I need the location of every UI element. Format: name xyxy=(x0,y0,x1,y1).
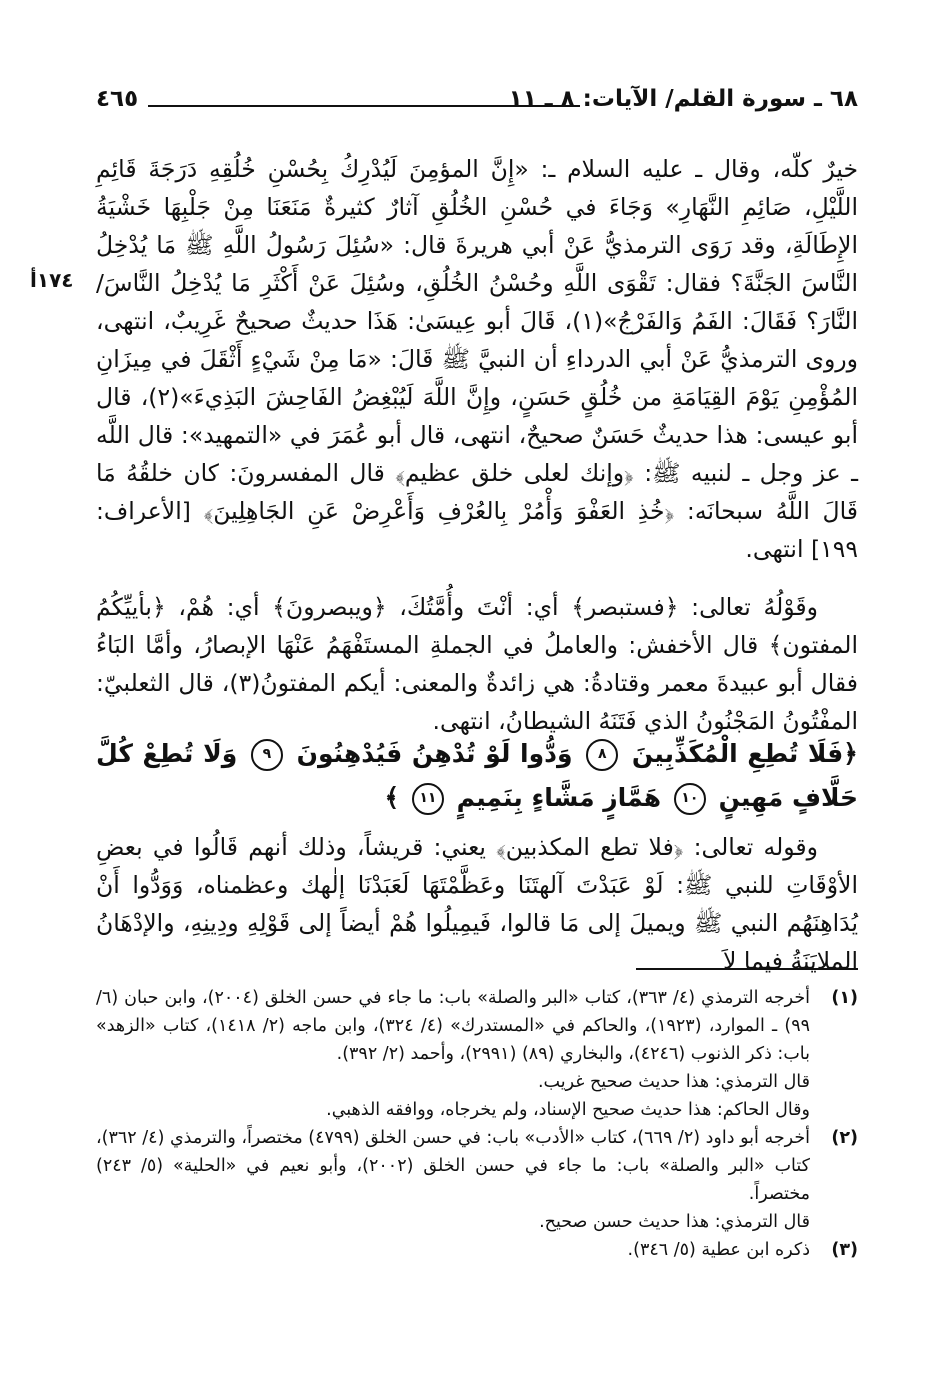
footnotes xyxy=(96,984,858,1264)
footnote-text: أخرجه الترمذي (٤/ ٣٦٣)، كتاب «البر والصلة» باب: ما جاء في حسن الخلق (٢٠٠٤)، وابن حبان (٦/ ٩٩) ـ الموارد، (١٩٢٣)، والحاكم في «المستدرك» (٤/ ٣٢٤)، وابن ماجه (٢/ ١٤١٨)، كتاب «الزهد» باب: ذكر الذنوب (٤٢٤٦)، والبخاري (٨٩) (٢٩٩١)، وأحمد (٢/ ٣٩٢). xyxy=(96,988,811,1064)
footnote-number: (٣) xyxy=(831,1240,858,1260)
manuscript-folio-note: ١٧٤أ xyxy=(30,268,74,292)
quran-segment: ﴿فَلَا تُطِعِ الْمُكَذِّبِينَ xyxy=(631,739,858,768)
ayah-number-9: ٩ xyxy=(251,739,283,771)
header-title: ٦٨ ـ سورة القلم/ الآيات: ٨ ـ ١١ xyxy=(508,86,858,112)
paragraph-2: وقَوْلُهُ تعالى: ﴿فستبصر﴾ أي: أنْتَ وأُمَّتُكَ، ﴿ويبصرونَ﴾ أي: هُمْ، ﴿بأييِّكُمُ المفتون﴾ قال الأخفش: والعاملُ في الجملةِ المستَفْهَمُ عَنْهَا الإبصارُ، وأمَّا البَاءُ فقال أبو عبيدةَ معمر وقتادةُ: هي زائدةٌ والمعنى: أيكم المفتونُ(٣)، قال الثعلبيّ: المفْتُونُ المَجْنُونُ الذي فَتَنَهُ الشيطانُ، انتهى. xyxy=(96,593,859,735)
quran-segment: ﴾ xyxy=(384,783,400,812)
footnote-1 xyxy=(96,984,858,1068)
footnote-text: أخرجه أبو داود (٢/ ٦٦٩)، كتاب «الأدب» باب: في حسن الخلق (٤٧٩٩) مختصراً، والترمذي (٤/ ٣٦٢)، كتاب «البر والصلة» باب: ما جاء في حسن الخلق (٢٠٠٢)، وأبو نعيم في «الحلية» (٥/ ٢٤٣) مختصراً. xyxy=(96,1128,810,1204)
ayah-number-8: ٨ xyxy=(586,739,618,771)
footnote-2 xyxy=(96,1124,858,1208)
footnote-note: قال الترمذي: هذا حديث صحيح غريب. xyxy=(537,1072,810,1092)
main-text xyxy=(96,150,858,740)
footnote-3 xyxy=(96,1236,858,1264)
paragraph-3: وقوله تعالى: ﴿فلا تطع المكذبين﴾ يعني: قريشاً، وذلك أنهم قَالُوا في بعضِ الأوْقَاتِ للنبي ﷺ: لَوْ عَبَدْتَ آلهتَنَا وعَظَّمْتَهَا لَعَبَدْنَا إلٰهك وعظمناه، وَوَدُّوا أَنْ يُدَاهِنَهُم النبي ﷺ ويميلَ إلى مَا قالوا، فَيمِيلُوا هُمْ أيضاً إلى قَوْلِهِ ودِينِهِ، والإدْهَانُ الملايَنَةُ فيما لاَ xyxy=(96,833,858,975)
quran-verses xyxy=(96,732,858,820)
ayah-number-10: ١٠ xyxy=(674,783,706,815)
page-number: ٤٦٥ xyxy=(96,86,139,112)
paragraph-1: خيرٌ كلّه، وقال ـ عليه السلام ـ: «إِنَّ المؤمِنَ لَيُدْرِكُ بِحُسْنِ خُلُقِهِ دَرَجَةَ قَائِمِ اللَّيْلِ، صَائِمِ النَّهَارِ» وَجَاءَ في حُسْنِ الخُلُقِ آثارٌ كثيرةٌ مَنَعَنَا مِنْ جَلْبِهَا خَشْيَةُ الإِطَالَةِ، وقد رَوَى الترمذيُّ عَنْ أبي هريرةَ قال: «سُئِلَ رَسُولُ اللَّهِ ﷺ مَا يُدْخِلُ النَّاسَ الجَنَّةَ؟ فقال: تَقْوَى اللَّهِ وحُسْنُ الخُلُقِ، وسُئِلَ عَنْ أَكْثَرِ مَا يُدْخِلُ النَّاسَ/ النَّارَ؟ فَقَالَ: الفَمُ وَالفَرْجُ»(١)، قَالَ أبو عِيسَىٰ: هَذَا حديثٌ صحيحٌ غَرِيبٌ، انتهى، وروى الترمذيُّ عَنْ أبي الدرداءِ أن النبيَّ ﷺ قَالَ: «مَا مِنْ شَيْءٍ أَثْقَلَ في مِيزَانِ المُؤْمِنِ يَوْمَ القِيَامَةِ من خُلُقٍ حَسَنٍ، وإِنَّ اللَّهَ لَيُبْغِضُ الفَاحِشَ البَذِيءَ»(٢)، قال أبو عيسى: هذا حديثٌ حَسَنٌ صحيحٌ، انتهى، قال أبو عُمَرَ في «التمهيد»: قال اللَّه ـ عز وجل ـ لنبيه ﷺ: ﴿وإنك لعلى خلق عظيم﴾ قال المفسرونَ: كان خلقُهُ مَا قَالَ اللَّهُ سبحانَه: ﴿خُذِ العَفْوَ وَأْمُرْ بِالعُرْفِ وَأَعْرِضْ عَنِ الجَاهِلِينَ﴾ [الأعراف: ١٩٩] انتهى. xyxy=(96,155,859,563)
quran-segment: وَدُّوا لَوْ تُدْهِنُ فَيُدْهِنُونَ xyxy=(296,739,573,768)
footnote-number: (١) xyxy=(831,988,858,1008)
footnote-note: وقال الحاكم: هذا حديث صحيح الإسناد، ولم يخرجاه، ووافقه الذهبي. xyxy=(326,1100,810,1120)
main-text-continued xyxy=(96,828,858,980)
footnote-separator xyxy=(636,968,858,970)
running-header xyxy=(96,86,858,120)
header-rule xyxy=(148,105,580,107)
ayah-number-11: ١١ xyxy=(412,783,444,815)
footnote-text: ذكره ابن عطية (٥/ ٣٤٦). xyxy=(627,1240,810,1260)
footnote-number: (٢) xyxy=(831,1128,858,1148)
quran-segment: وَلَا تُطِعْ كُلَّ حَلَّافٍ مَهِينٍ xyxy=(96,739,858,812)
footnote-note: قال الترمذي: هذا حديث حسن صحيح. xyxy=(539,1212,810,1232)
quran-segment: هَمَّازٍ مَشَّاءٍ بِنَمِيمٍ xyxy=(456,783,662,812)
